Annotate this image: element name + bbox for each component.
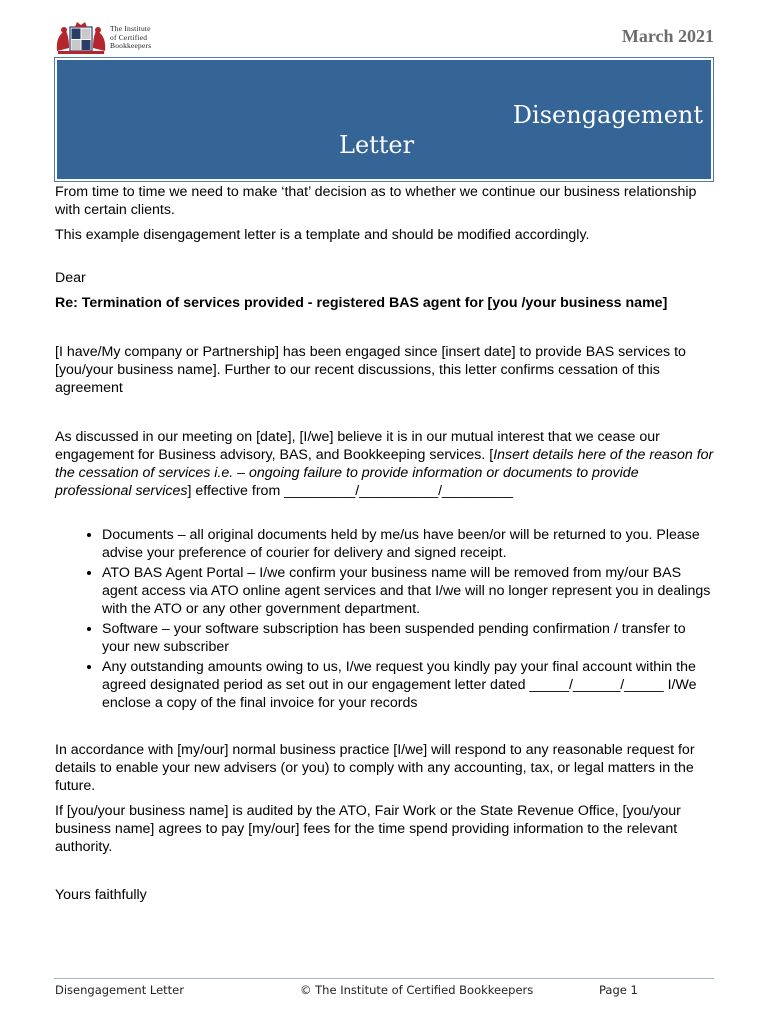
logo-line-1: The Institute: [110, 24, 151, 34]
letter-body: [55, 183, 715, 904]
cessation-paragraph: [55, 428, 715, 500]
footer-left: Disengagement Letter: [55, 983, 184, 997]
intro-paragraph-2: This example disengagement letter is a template and should be modified accordingly.: [55, 227, 590, 243]
closing: Yours faithfully: [55, 887, 147, 903]
logo-text: [110, 25, 151, 51]
audit-paragraph: If [you/your business name] is audited by the ATO, Fair Work or the State Revenue Office, [you/your business name] agrees to pay [my/our] fees for the time spend providing information to the relevant authority.: [55, 803, 681, 855]
business-practice-paragraph: In accordance with [my/our] normal business practice [I/we] will respond to any reasonable request for details to enable your new advisers (or you) to comply with any accounting, tax, or legal matters in the future.: [55, 742, 695, 794]
icb-logo: [54, 20, 174, 56]
cessation-reason-italic: Insert details here of the reason for the cessation of services i.e. – ongoing failure to provide information or documents to provide professional services: [55, 447, 714, 499]
logo-line-3: Bookkeepers: [110, 41, 152, 51]
list-item-software: • Software – your software subscription has been suspended pending confirmation / transfer to your new subscriber: [102, 620, 715, 656]
footer-divider: [54, 978, 714, 979]
crest-logo-icon: [54, 21, 108, 55]
header-date: March 2021: [621, 26, 714, 46]
cessation-text-start: As discussed in our meeting on [date], [I/we] believe it is in our mutual interest that we cease our engagement for Business advisory, BAS, and Bookkeeping services. [: [55, 429, 660, 463]
footer-page-number: Page 1: [599, 983, 638, 997]
subject-line: Re: Termination of services provided - registered BAS agent for [you /your business name]: [55, 295, 668, 311]
engagement-paragraph: [I have/My company or Partnership] has been engaged since [insert date] to provide BAS services to [you/your business name]. Further to our recent discussions, this letter confirms cessation of this agreement: [55, 344, 686, 396]
list-item-documents: • Documents – all original documents held by me/us have been/or will be returned to you. Please advise your preference of courier for delivery and signed receipt.: [102, 526, 715, 562]
title-banner: [54, 57, 714, 182]
document-title: [57, 100, 711, 160]
document-title-line-2: Letter: [339, 131, 415, 159]
list-item-ato-portal: • ATO BAS Agent Portal – I/we confirm your business name will be removed from my/our BAS agent access via ATO online agent services and that I/we will no longer represent you in dealings with the ATO or any other government department.: [102, 564, 715, 618]
salutation: Dear: [55, 270, 86, 286]
intro-paragraph-1: From time to time we need to make ‘that’ decision as to whether we continue our business relationship with certain clients.: [55, 184, 697, 218]
title-banner-fill: [57, 60, 711, 179]
list-item-outstanding-amounts: • Any outstanding amounts owing to us, I/we request you kindly pay your final account within the agreed designated period as set out in our engagement letter dated _____/______/_____ I/We enclose a copy of the final invoice for your records: [102, 658, 715, 712]
logo-line-2: of Certified: [110, 32, 148, 42]
footer-center: © The Institute of Certified Bookkeepers: [300, 983, 534, 997]
effective-date-blank: ] effective from _________/__________/_________: [187, 483, 514, 499]
document-title-line-1: Disengagement: [512, 101, 703, 129]
action-list: [55, 526, 715, 712]
